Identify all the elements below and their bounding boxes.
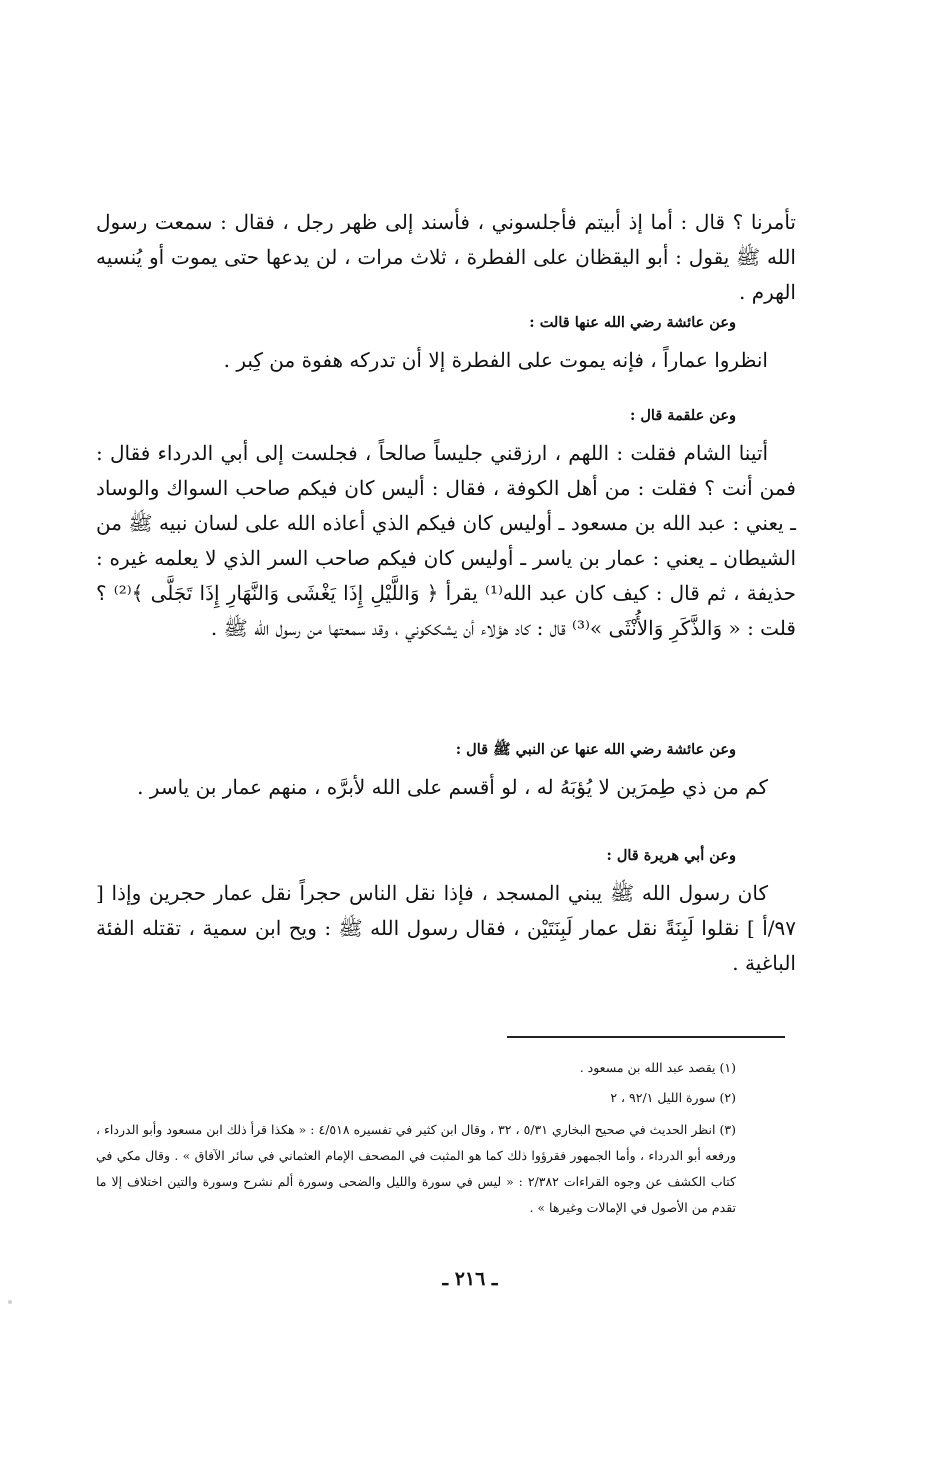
footnote-2: (٢) سورة الليل ٩٢/١ ، ٢ [610, 1090, 736, 1105]
paragraph-aisha-1: انظروا عماراً ، فإنه يموت على الفطرة إلا أن تدركه هفوة من كِبر . [223, 348, 768, 372]
footnote-1: (١) يقصد عبد الله بن مسعود . [579, 1060, 736, 1075]
heading-aisha-1: وعن عائشة رضي الله عنها قالت : [529, 314, 736, 331]
page-number: ـ ٢١٦ ـ [442, 1268, 498, 1290]
paragraph-aisha-2: كم من ذي طِمرَين لا يُؤبَهُ له ، لو أقسم على الله لأبرَّه ، منهم عمار بن ياسر . [137, 775, 768, 799]
paragraph-abu-hurayra: كان رسول الله ﷺ يبني المسجد ، فإذا نقل الناس حجراً نقل عمار حجرين وإذا [ ٩٧/أ ] نقلوا لَبِنَةً نقل عمار لَبِنَتَيْن ، فقال رسول الله ﷺ : ويح ابن سمية ، تقتله الفئة الباغية . [96, 881, 796, 975]
heading-alqama: وعن علقمة قال : [629, 407, 736, 424]
heading-aisha-2: وعن عائشة رضي الله عنها عن النبي ﷺ قال : [455, 741, 736, 758]
footnote-3: (٣) انظر الحديث في صحيح البخاري ٥/٣١ ، ٣٢ ، وقال ابن كثير في تفسيره ٤/٥١٨ : « هكذا قرأ ذلك ابن مسعود وأبو الدرداء ، ورفعه أبو الدرداء ، وأما الجمهور فقرؤوا ذلك كما هو المثبت في المصحف الإمام العثماني في سائر الآفاق » . وقال مكي في كتاب الكشف عن وجوه القراءات ٢/٣٨٢ : « ليس في سورة والليل والضحى وسورة ألم نشرح وسورة والتين اختلاف إلا ما تقدم من الأصول في الإمالات وغيرها » . [96, 1122, 736, 1215]
paragraph-alqama: أتينا الشام فقلت : اللهم ، ارزقني جليساً صالحاً ، فجلست إلى أبي الدرداء فقال : فمن أنت ؟ فقلت : من أهل الكوفة ، فقال : أليس كان فيكم صاحب السواك والوساد ـ يعني : عبد الله بن مسعود ـ أوليس كان فيكم الذي أعاذه الله على لسان نبيه ﷺ من الشيطان ـ يعني : عمار بن ياسر ـ أوليس كان فيكم صاحب السر الذي لا يعلمه غيره : حذيفة ، ثم قال : كيف كان عبد الله⁽¹⁾ يقرأ ﴿ وَاللَّيْلِ إِذَا يَغْشَى وَالنَّهَارِ إِذَا تَجَلَّى ﴾⁽²⁾ ؟ قلت : « وَالذَّكَرِ وَالأُنْثَى »⁽³⁾ قال : كاد هؤلاء أن يشككوني ، وقد سمعتها من رسول الله ﷺ . [96, 441, 796, 640]
scan-speck [8, 1300, 12, 1304]
paragraph-opening: تأمرنا ؟ قال : أما إذ أبيتم فأجلسوني ، فأسند إلى ظهر رجل ، فقال : سمعت رسول الله ﷺ يقول : أبو اليقظان على الفطرة ، ثلاث مرات ، لن يدعها حتى يموت أو يُنسيه الهرم . [96, 210, 796, 304]
heading-abu-hurayra: وعن أبي هريرة قال : [606, 847, 736, 864]
footnote-separator [507, 1036, 785, 1038]
